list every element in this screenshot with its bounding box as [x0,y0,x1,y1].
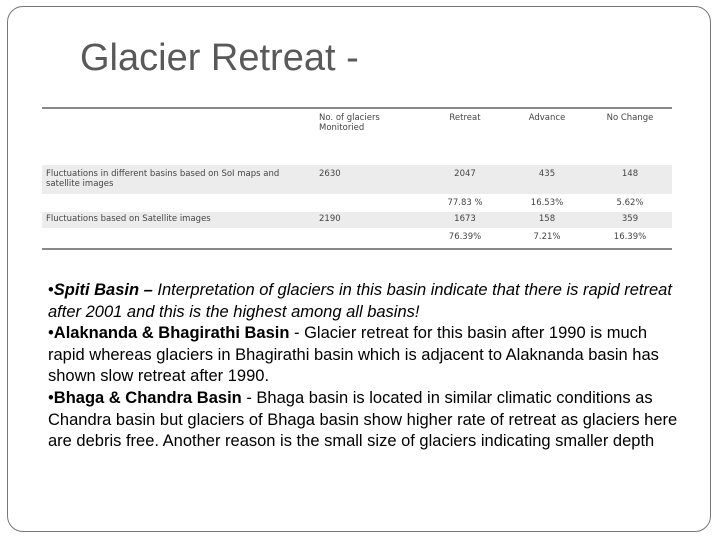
bullet-text: Interpretation of glaciers in this basin indicate that there is rapid retreat after 2001 and this is the highest among all basins! [48,281,672,321]
table-header-cell: No. of glaciers Monitoried [315,108,424,165]
body-text [48,280,678,453]
table-cell: 158 [506,212,588,228]
table-cell: 77.83 % [447,198,483,208]
table-cell: 2190 [315,212,424,228]
bullet-heading: Alaknanda & Bhagirathi Basin [53,324,290,343]
table-cell [42,228,315,249]
table-row [42,228,672,249]
table-cell: 2630 [315,165,424,194]
table-header-cell: No Change [588,108,672,165]
table-cell [315,194,424,212]
slide-frame [7,6,711,532]
table-cell: Fluctuations in different basins based on SoI maps and satellite images [42,165,315,194]
table-cell: 1673 [424,212,506,228]
table-cell: 76.39% [424,228,506,249]
bullet-heading: Spiti Basin – [53,281,158,299]
table-header-cell: Retreat [424,108,506,165]
bullet-heading: Bhaga & Chandra Basin [53,388,242,407]
table-header-row [42,108,672,165]
table-row [42,165,672,194]
slide-title: Glacier Retreat - [80,37,359,79]
bullet-marker: • [48,388,54,407]
table-cell: 435 [506,165,588,194]
table-cell: 2047 [424,165,506,194]
bullet-paragraph-bhaga [48,388,678,453]
table-cell [42,194,315,212]
bullet-paragraph-spiti [48,280,678,323]
bullet-text: - Glacier retreat for this basin after 1990 is much rapid whereas glaciers in Bhagirathi basin which is adjacent to Alaknanda basin has shown slow retreat after 1990. [48,324,659,386]
bullet-marker: • [48,281,54,299]
table-row [42,194,672,212]
bullet-text: - Bhaga basin is located in similar climatic conditions as Chandra basin but glaciers of Bhaga basin show higher rate of retreat as glaciers here are debris free. Another reason is the small size of glaciers indicating smaller depth [48,388,678,451]
table-cell: 7.21% [506,228,588,249]
table-header-cell [42,108,315,165]
table-cell [315,228,424,249]
table-cell: Fluctuations based on Satellite images [42,212,315,228]
table-header-cell: Advance [506,108,588,165]
table-cell: 5.62% [616,198,644,208]
table-row [42,212,672,228]
table-cell: 359 [588,212,672,228]
glacier-table [42,107,672,250]
table-cell: 16.53% [530,198,564,208]
table-cell: 16.39% [588,228,672,249]
bullet-paragraph-alaknanda [48,323,678,388]
bullet-marker: • [48,324,54,343]
table-cell: 148 [588,165,672,194]
